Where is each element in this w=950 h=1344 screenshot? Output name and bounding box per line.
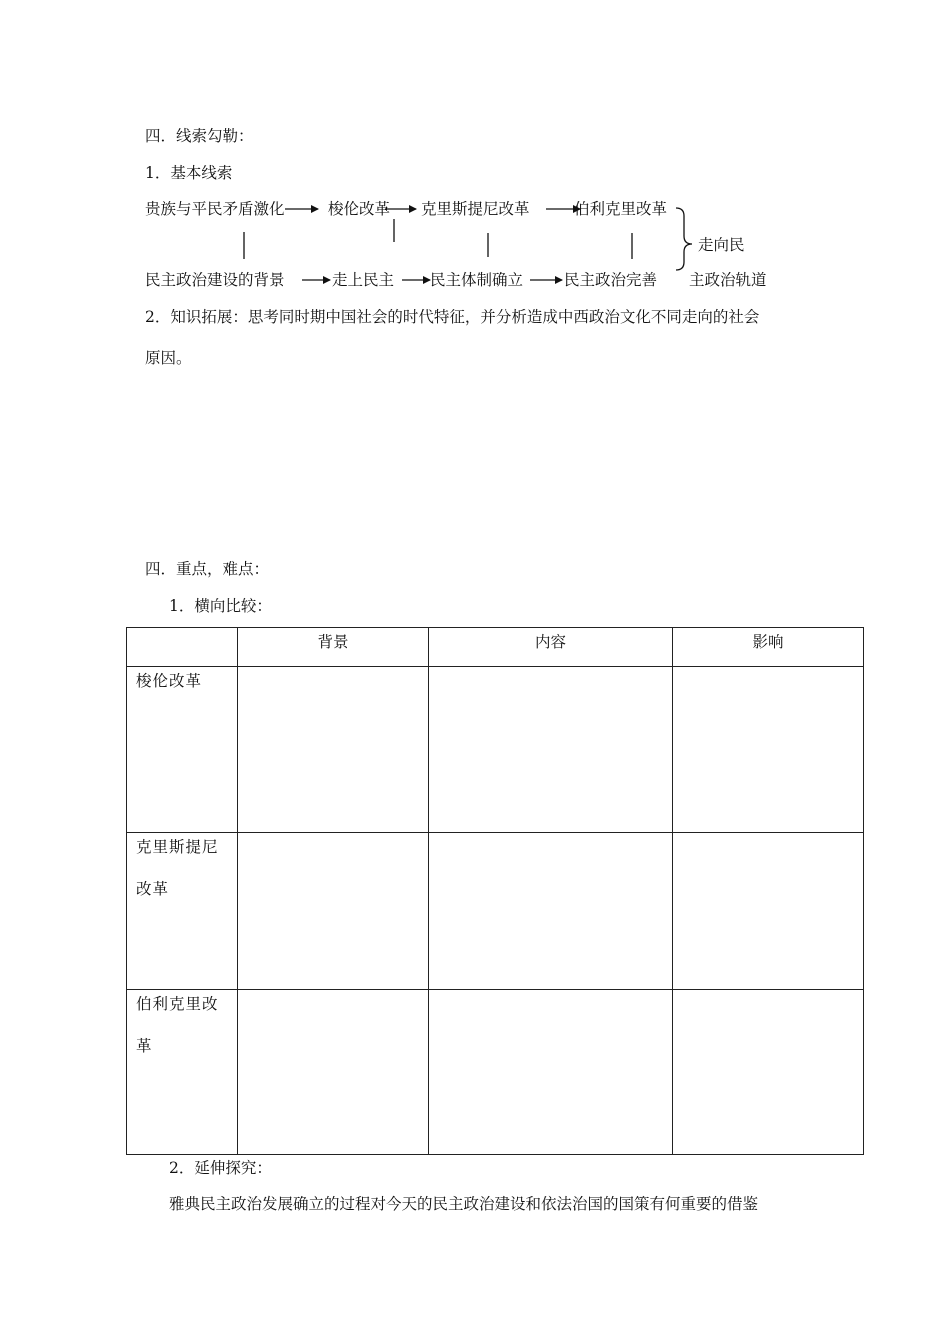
flow-top-item-2: 梭伦改革 <box>328 200 391 218</box>
table-row <box>127 990 864 1155</box>
header-cell-empty <box>127 628 238 667</box>
flow-top-item-4: 伯利克里改革 <box>574 200 668 218</box>
header-cell-content: 内容 <box>429 628 673 667</box>
table-header-row <box>127 628 864 667</box>
subheading-basic-clue: 1．基本线索 <box>145 164 233 182</box>
flow-top-item-1: 贵族与平民矛盾激化 <box>145 200 285 218</box>
flow-bottom-item-1: 民主政治建设的背景 <box>145 271 285 289</box>
flow-bottom-item-3: 民主体制确立 <box>430 271 524 289</box>
table-cell[interactable] <box>429 833 673 990</box>
subheading-horizontal-compare: 1．横向比较： <box>169 597 272 615</box>
flow-bottom-item-2: 走上民主 <box>332 271 395 289</box>
flow-bottom-item-4: 民主政治完善 <box>564 271 658 289</box>
subheading-extended-inquiry: 2．延伸探究： <box>169 1159 272 1177</box>
knowledge-extension-line1: 2．知识拓展：思考同时期中国社会的时代特征，并分析造成中西政治文化不同走向的社会 <box>145 308 760 326</box>
row-label-solon: 梭伦改革 <box>127 667 238 833</box>
table-cell[interactable] <box>429 667 673 833</box>
brace-label-line2: 主政治轨道 <box>689 271 767 289</box>
table-cell[interactable] <box>238 667 429 833</box>
flow-top-item-3: 克里斯提尼改革 <box>421 200 530 218</box>
brace-label-line1: 走向民 <box>698 236 745 254</box>
header-cell-background: 背景 <box>238 628 429 667</box>
table-cell[interactable] <box>673 990 864 1155</box>
table-cell[interactable] <box>673 667 864 833</box>
row-label-pericles: 伯利克里改 革 <box>127 990 238 1155</box>
header-cell-impact: 影响 <box>673 628 864 667</box>
section-heading-key: 四．重点，难点： <box>145 560 270 578</box>
section-heading-clue: 四．线索勾勒： <box>145 127 254 145</box>
table-row <box>127 833 864 990</box>
flow-diagram-graphics <box>0 0 950 320</box>
comparison-table <box>126 627 864 1155</box>
table-cell[interactable] <box>238 833 429 990</box>
table-cell[interactable] <box>238 990 429 1155</box>
knowledge-extension-line2: 原因。 <box>145 349 192 367</box>
right-brace <box>676 208 692 270</box>
extended-inquiry-text: 雅典民主政治发展确立的过程对今天的民主政治建设和依法治国的国策有何重要的借鉴 <box>169 1195 759 1213</box>
table-row <box>127 667 864 833</box>
row-label-cleisthenes: 克里斯提尼 改革 <box>127 833 238 990</box>
table-cell[interactable] <box>429 990 673 1155</box>
table-cell[interactable] <box>673 833 864 990</box>
